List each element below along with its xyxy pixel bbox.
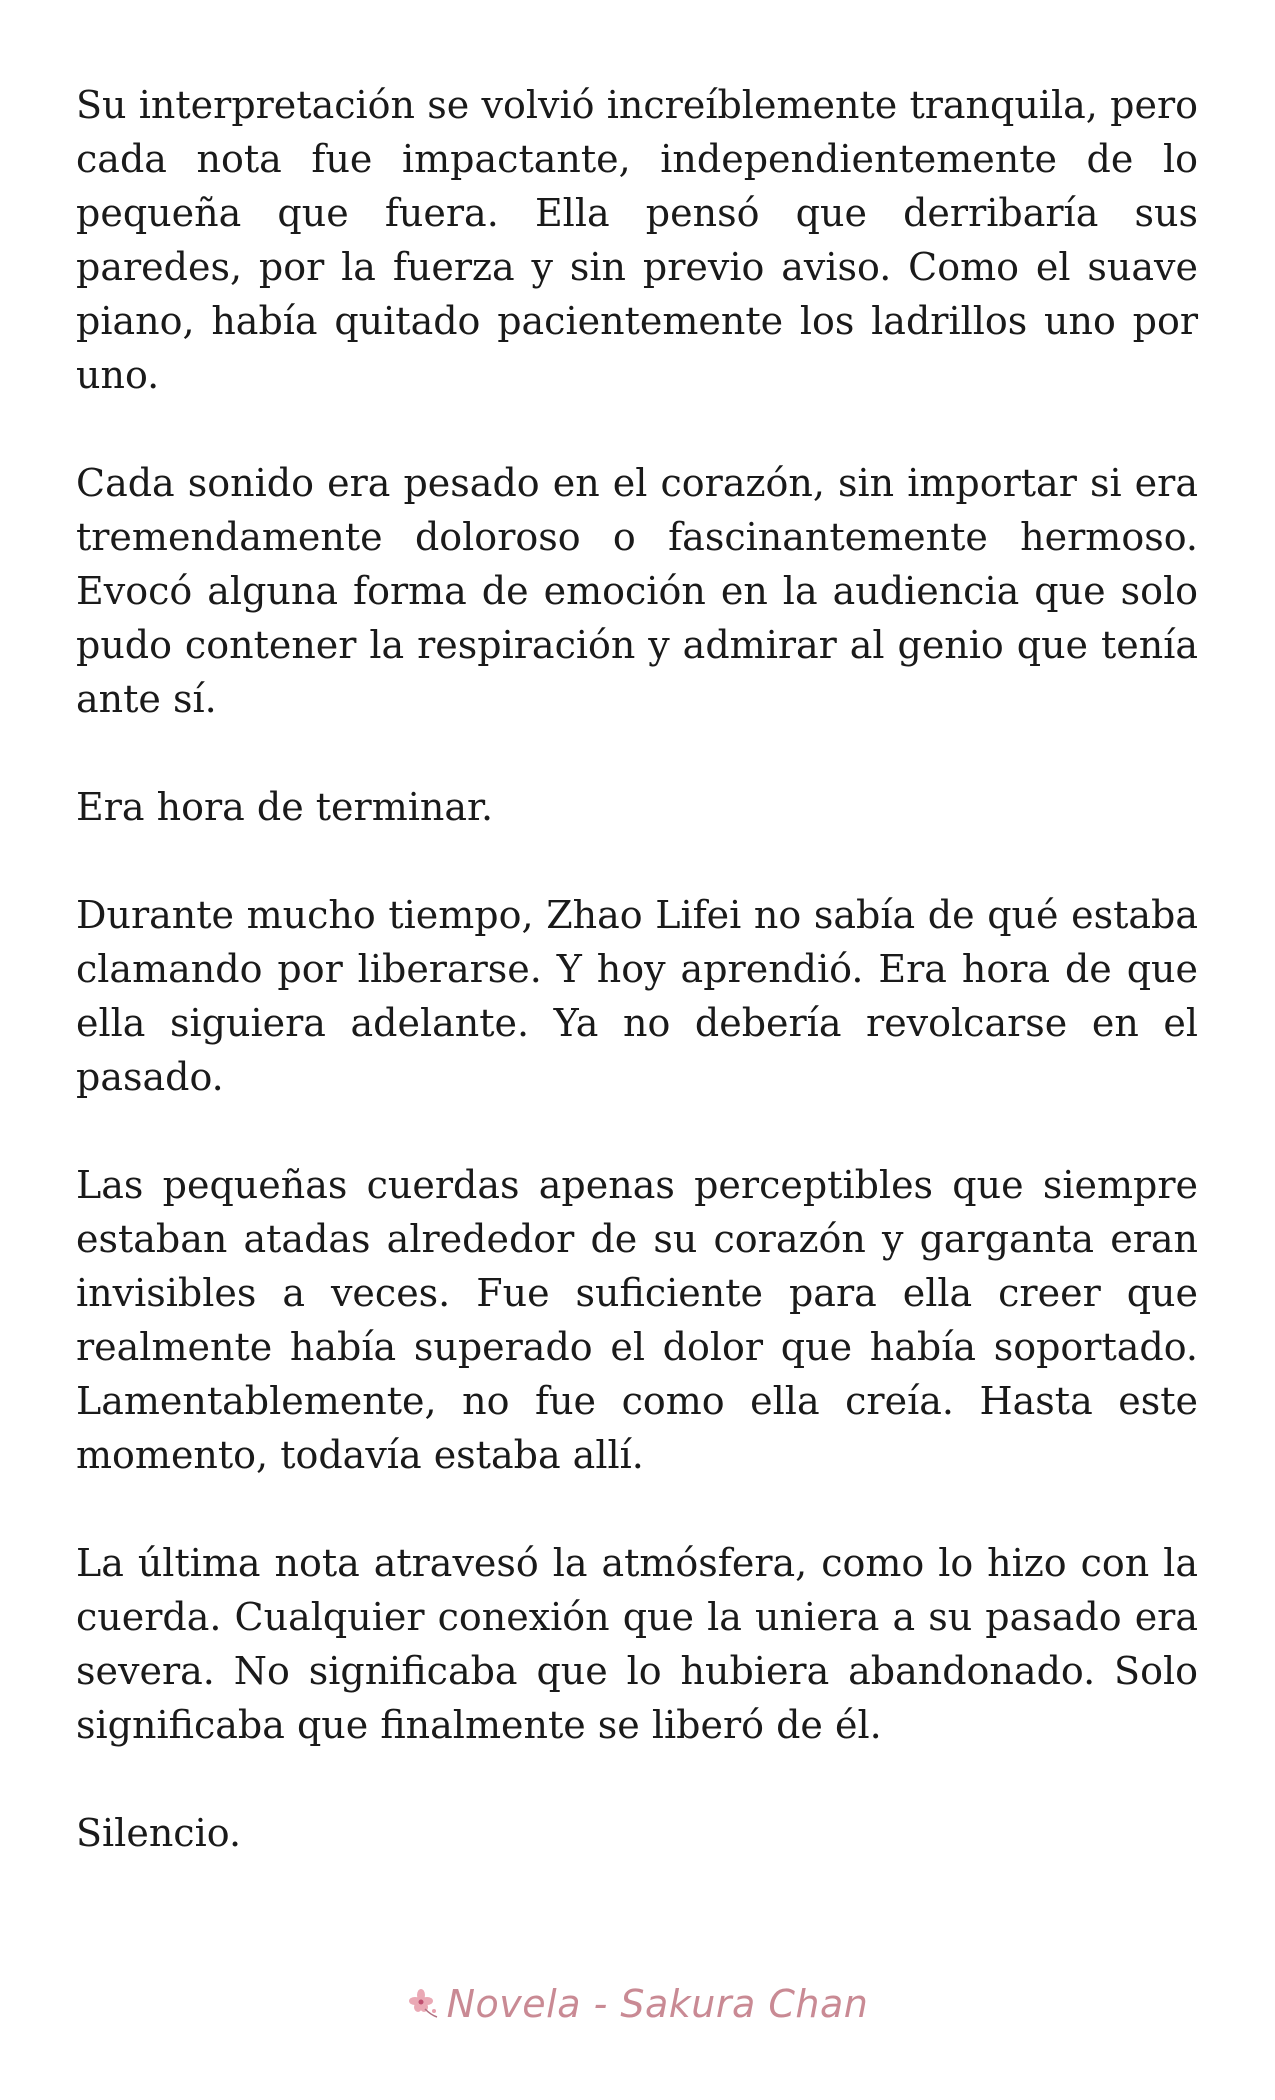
paragraph: Su interpretación se volvió increíblemente tranquila, pero cada nota fue impactante, independientemente de lo pequeña que fuera. Ella pensó que derribaría sus paredes, por la fuerza y sin previo aviso. Como el suave piano, había quitado pacientemente los ladrillos uno por uno. [76,83,1198,397]
footer-watermark [0,1976,1275,2032]
paragraph: Las pequeñas cuerdas apenas perceptibles que siempre estaban atadas alrededor de su corazón y garganta eran invisibles a veces. Fue suficiente para ella creer que realmente había superado el dolor que había soportado. Lamentablemente, no fue como ella creía. Hasta este momento, todavía estaba allí. [76,1163,1198,1477]
brand-watermark [407,1982,869,2026]
paragraph: La última nota atravesó la atmósfera, como lo hizo con la cuerda. Cualquier conexión que la uniera a su pasado era severa. No significaba que lo hubiera abandonado. Solo significaba que finalmente se liberó de él. [76,1541,1198,1747]
paragraph: Cada sonido era pesado en el corazón, sin importar si era tremendamente doloroso o fascinantemente hermoso. Evocó alguna forma de emoción en la audiencia que solo pudo contener la respiración y admirar al genio que tenía ante sí. [76,461,1198,721]
paragraph: Era hora de terminar. [76,785,494,829]
brand-text: Novela - Sakura Chan [446,1982,869,2026]
document-body [76,78,1198,1914]
sakura-flower-icon [407,1987,441,2021]
paragraph: Durante mucho tiempo, Zhao Lifei no sabía de qué estaba clamando por liberarse. Y hoy aprendió. Era hora de que ella siguiera adelante. Ya no debería revolcarse en el pasado. [76,893,1198,1099]
paragraph: Silencio. [76,1811,242,1855]
